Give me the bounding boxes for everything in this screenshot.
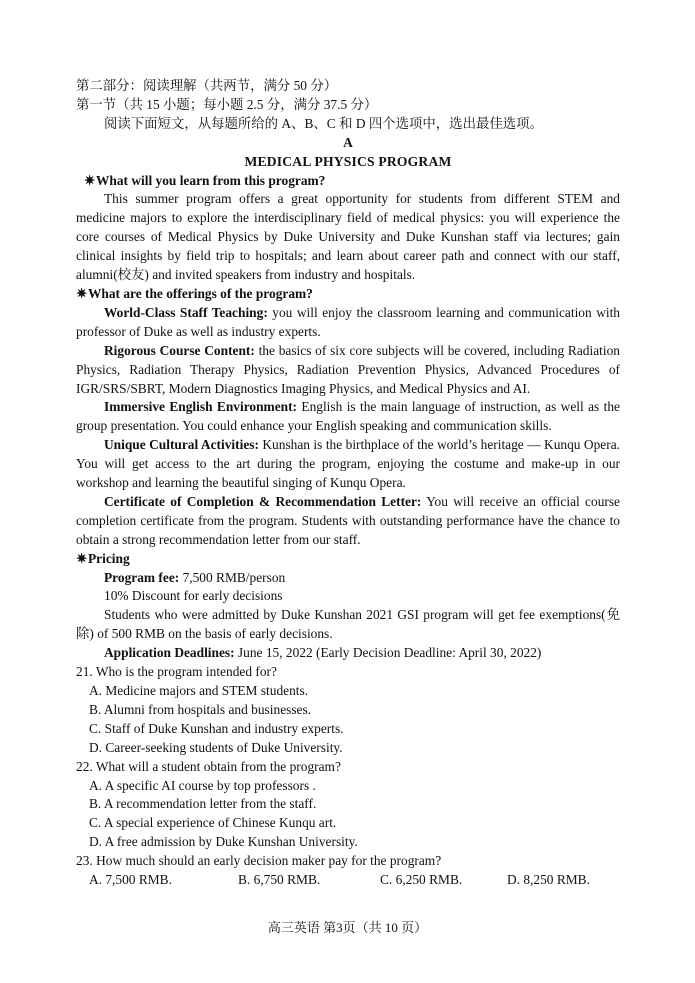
option-b: B. 6,750 RMB. — [238, 872, 321, 888]
offering-english — [76, 398, 620, 436]
section-heading-pricing — [76, 550, 620, 569]
discount-note: 10% Discount for early decisions — [104, 588, 283, 604]
question-22 — [76, 758, 620, 853]
option-c: C. 6,250 RMB. — [380, 872, 463, 888]
exemption-note: Students who were admitted by Duke Kunshan 2021 GSI program will get fee exemptions(免除) of 500 RMB on the basis of early decisions. — [76, 607, 620, 642]
deadline-label: Application Deadlines: — [104, 645, 235, 661]
heading-text: What will you learn from this program? — [96, 172, 326, 188]
fee-value: 7,500 RMB/person — [179, 569, 286, 585]
offering-label: World-Class Staff Teaching: — [104, 304, 268, 320]
option-a: A. 7,500 RMB. — [89, 872, 172, 888]
option-b: B. A recommendation letter from the staff. — [89, 796, 317, 812]
offering-text: the basics of six core subjects will be covered, including Radiation Physics, Radiation Therapy Physics, Radiation Prevention Physics, Advanced Procedures of IGR/SRS/SBRT, Modern Diagnostics Imaging Physics, and Medical Physics and AI. — [76, 342, 620, 396]
question-stem: 21. Who is the program intended for? — [76, 664, 277, 680]
option-c: C. Staff of Duke Kunshan and industry experts. — [89, 720, 344, 736]
question-stem: 23. How much should an early decision maker pay for the program? — [76, 853, 442, 869]
question-stem: 22. What will a student obtain from the program? — [76, 758, 341, 774]
offering-text: you will enjoy the classroom learning and communication with professor of Duke as well as industry experts. — [76, 304, 621, 339]
option-d: D. Career-seeking students of Duke University. — [89, 739, 343, 755]
passage-title: MEDICAL PHYSICS PROGRAM — [244, 153, 452, 169]
option-a: A. Medicine majors and STEM students. — [89, 683, 309, 698]
section-heading-learn — [76, 172, 620, 191]
exam-page — [76, 77, 620, 890]
section-heading-offerings — [76, 285, 620, 304]
offering-text: English is the main language of instruction, as well as the group presentation. You could enhance your English speaking and communication skills. — [76, 399, 620, 434]
offering-text: You will receive an official course completion certificate from the program. Students with outstanding performance have the chance to obtain a strong recommendation letter from our staff. — [76, 493, 620, 547]
option-d: D. A free admission by Duke Kunshan University. — [89, 834, 358, 850]
offering-staff — [76, 304, 620, 342]
question-23 — [76, 852, 620, 890]
fee-label: Program fee: — [104, 569, 180, 585]
offering-label: Immersive English Environment: — [104, 399, 298, 415]
offering-label: Rigorous Course Content: — [104, 342, 255, 358]
offering-label: Certificate of Completion & Recommendation Letter: — [104, 493, 422, 509]
star-icon: ✷ — [84, 172, 96, 188]
star-icon: ✷ — [76, 285, 88, 301]
heading-text: What are the offerings of the program? — [88, 285, 313, 301]
page-footer: 高三英语 第3页（共 10 页） — [267, 920, 428, 935]
offering-text: Kunshan is the birthplace of the world’s heritage — Kunqu Opera. You will get access to the art during the program, enjoying the costume and make-up in our workshop and learning the beautiful singing of Kunqu Opera. — [76, 437, 620, 491]
offering-certificate — [76, 493, 620, 550]
section-heading: 第一节（共 15 小题；每小题 2.5 分，满分 37.5 分） — [76, 96, 378, 112]
star-icon: ✷ — [76, 550, 88, 566]
offering-label: Unique Cultural Activities: — [104, 437, 259, 453]
option-d: D. 8,250 RMB. — [507, 872, 590, 888]
offering-course — [76, 342, 620, 399]
offering-culture — [76, 436, 620, 493]
deadline-value: June 15, 2022 (Early Decision Deadline: April 30, 2022) — [234, 645, 542, 661]
instruction: 阅读下面短文，从每题所给的 A、B、C 和 D 四个选项中，选出最佳选项。 — [104, 115, 543, 131]
option-c: C. A special experience of Chinese Kunqu art. — [89, 815, 337, 831]
learn-paragraph: This summer program offers a great opportunity for students from different STEM and medicine majors to explore the interdisciplinary field of medical physics: you will experience the core courses of Medical Physics by Duke University and Duke Kunshan staff via lectures; gain clinical insights by field trip to hospitals; and learn about career path and connect with our staff, alumni(校友) and invited speakers from industry and hospitals. — [76, 191, 620, 283]
part-heading: 第二部分：阅读理解（共两节，满分 50 分） — [76, 78, 338, 93]
application-deadlines — [76, 644, 620, 663]
question-21 — [76, 663, 620, 758]
options-row — [76, 871, 620, 890]
passage-letter: A — [343, 134, 353, 150]
option-b: B. Alumni from hospitals and businesses. — [89, 701, 312, 717]
heading-text: Pricing — [88, 550, 130, 566]
program-fee — [76, 569, 620, 588]
option-a: A. A specific AI course by top professors . — [89, 777, 316, 793]
